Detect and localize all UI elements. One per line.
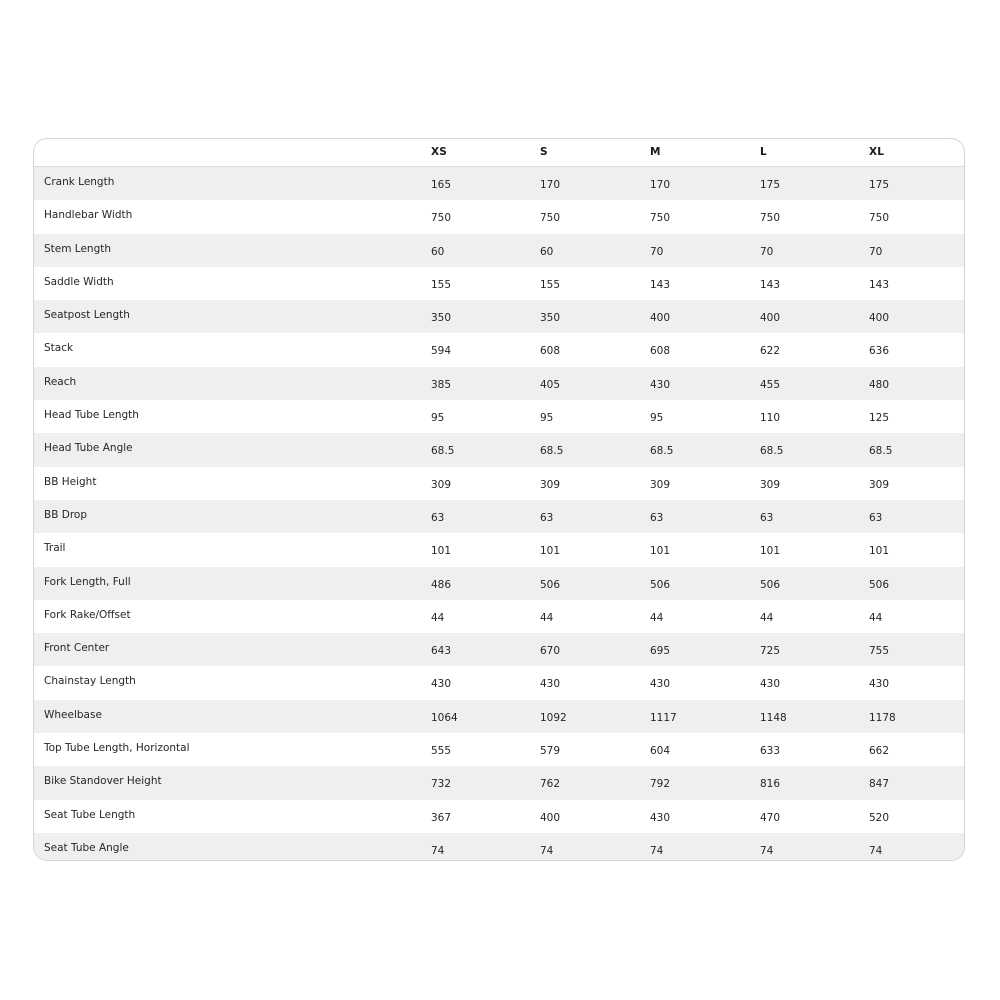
table-cell: 143 <box>760 278 781 291</box>
table-cell: 455 <box>760 378 781 391</box>
table-row <box>34 234 964 267</box>
table-cell: 430 <box>540 678 561 691</box>
table-cell: 400 <box>540 811 561 824</box>
table-cell: 385 <box>431 378 452 391</box>
table-cell: 63 <box>760 511 774 524</box>
table-cell: 480 <box>869 378 890 391</box>
table-cell: 750 <box>760 212 781 225</box>
table-cell: 555 <box>431 745 452 758</box>
table-cell: 63 <box>869 511 883 524</box>
table-cell: 400 <box>869 312 890 325</box>
table-cell: 101 <box>760 545 781 558</box>
table-cell: 725 <box>760 645 781 658</box>
row-label: Head Tube Angle <box>44 442 133 455</box>
table-cell: 74 <box>650 844 664 857</box>
table-body <box>34 167 964 861</box>
row-label: Handlebar Width <box>44 209 133 222</box>
table-row <box>34 200 964 233</box>
table-cell: 486 <box>431 578 452 591</box>
row-label: Fork Rake/Offset <box>44 608 131 621</box>
row-label: Front Center <box>44 642 110 655</box>
row-label: Seat Tube Length <box>44 808 136 821</box>
table-cell: 633 <box>760 745 781 758</box>
table-cell: 594 <box>431 345 452 358</box>
table-cell: 125 <box>869 412 890 425</box>
table-row <box>34 733 964 766</box>
table-cell: 1117 <box>650 711 677 724</box>
table-cell: 44 <box>869 611 883 624</box>
table-row <box>34 567 964 600</box>
table-row <box>34 333 964 366</box>
table-row <box>34 433 964 466</box>
table-row <box>34 666 964 699</box>
table-cell: 44 <box>540 611 554 624</box>
table-cell: 430 <box>760 678 781 691</box>
table-cell: 74 <box>760 844 774 857</box>
table-cell: 579 <box>540 745 561 758</box>
table-cell: 750 <box>869 212 890 225</box>
table-cell: 63 <box>650 511 664 524</box>
table-row <box>34 833 964 861</box>
table-row <box>34 267 964 300</box>
row-label: BB Height <box>44 475 97 488</box>
table-cell: 506 <box>540 578 561 591</box>
row-label: BB Drop <box>44 508 88 521</box>
table-cell: 405 <box>540 378 561 391</box>
table-cell: 95 <box>650 412 664 425</box>
table-cell: 68.5 <box>650 445 674 458</box>
table-row <box>34 300 964 333</box>
table-cell: 695 <box>650 645 671 658</box>
row-label: Trail <box>44 542 66 555</box>
table-cell: 170 <box>540 179 561 191</box>
table-cell: 622 <box>760 345 781 358</box>
table-cell: 470 <box>760 811 781 824</box>
table-cell: 44 <box>650 611 664 624</box>
table-cell: 68.5 <box>760 445 784 458</box>
table-cell: 750 <box>431 212 452 225</box>
table-cell: 662 <box>869 745 890 758</box>
table-cell: 68.5 <box>540 445 564 458</box>
table-cell: 430 <box>650 678 671 691</box>
table-cell: 101 <box>431 545 452 558</box>
table-cell: 175 <box>869 179 890 191</box>
table-cell: 608 <box>540 345 561 358</box>
table-cell: 847 <box>869 778 890 791</box>
table-cell: 430 <box>869 678 890 691</box>
table-cell: 101 <box>650 545 671 558</box>
table-cell: 604 <box>650 745 671 758</box>
table-cell: 143 <box>650 278 671 291</box>
table-cell: 636 <box>869 345 890 358</box>
table-cell: 792 <box>650 778 671 791</box>
table-row <box>34 500 964 533</box>
table-cell: 309 <box>431 478 452 491</box>
table-cell: 506 <box>650 578 671 591</box>
table-cell: 816 <box>760 778 781 791</box>
row-label: Seatpost Length <box>44 309 130 322</box>
table-cell: 68.5 <box>869 445 893 458</box>
table-cell: 750 <box>540 212 561 225</box>
table-cell: 1092 <box>540 711 567 724</box>
row-label: Chainstay Length <box>44 675 136 688</box>
table-cell: 74 <box>869 844 883 857</box>
row-label: Stack <box>44 342 74 355</box>
table-cell: 101 <box>869 545 890 558</box>
table-cell: 643 <box>431 645 452 658</box>
table-cell: 60 <box>540 245 554 258</box>
table-cell: 155 <box>431 278 452 291</box>
table-cell: 63 <box>540 511 554 524</box>
table-cell: 95 <box>431 412 445 425</box>
table-cell: 1064 <box>431 711 458 724</box>
table-row <box>34 533 964 566</box>
table-cell: 400 <box>650 312 671 325</box>
row-label: Top Tube Length, Horizontal <box>44 742 190 755</box>
table-cell: 350 <box>540 312 561 325</box>
table-cell: 506 <box>760 578 781 591</box>
table-cell: 143 <box>869 278 890 291</box>
table-cell: 70 <box>650 245 664 258</box>
geometry-table <box>33 138 965 861</box>
table-cell: 430 <box>650 811 671 824</box>
table-cell: 520 <box>869 811 890 824</box>
table-cell: 44 <box>760 611 774 624</box>
table-cell: 309 <box>760 478 781 491</box>
table-cell: 309 <box>540 478 561 491</box>
table-row <box>34 367 964 400</box>
table-row <box>34 633 964 666</box>
table-cell: 155 <box>540 278 561 291</box>
row-label: Stem Length <box>44 242 112 255</box>
column-header-m: M <box>650 146 661 158</box>
table-row <box>34 600 964 633</box>
table-cell: 750 <box>650 212 671 225</box>
table-cell: 1148 <box>760 711 787 724</box>
table-row <box>34 800 964 833</box>
table-header-row <box>34 139 964 167</box>
table-cell: 367 <box>431 811 452 824</box>
column-header-xs: XS <box>431 146 448 158</box>
table-cell: 170 <box>650 179 671 191</box>
column-header-s: S <box>540 146 548 158</box>
table-row <box>34 167 964 200</box>
table-cell: 350 <box>431 312 452 325</box>
table-cell: 755 <box>869 645 890 658</box>
table-cell: 70 <box>760 245 774 258</box>
table-cell: 430 <box>650 378 671 391</box>
table-cell: 175 <box>760 179 781 191</box>
row-label: Head Tube Length <box>44 409 139 422</box>
column-header-l: L <box>760 146 767 158</box>
row-label: Saddle Width <box>44 275 114 288</box>
table-cell: 101 <box>540 545 561 558</box>
table-cell: 506 <box>869 578 890 591</box>
table-row <box>34 467 964 500</box>
table-cell: 74 <box>540 844 554 857</box>
table-cell: 63 <box>431 511 445 524</box>
table-row <box>34 766 964 799</box>
table-cell: 309 <box>650 478 671 491</box>
row-label: Crank Length <box>44 176 115 188</box>
table-cell: 430 <box>431 678 452 691</box>
row-label: Fork Length, Full <box>44 575 131 588</box>
table-cell: 165 <box>431 179 452 191</box>
row-label: Seat Tube Angle <box>44 841 129 854</box>
row-label: Reach <box>44 375 77 388</box>
table-cell: 95 <box>540 412 554 425</box>
row-label: Bike Standover Height <box>44 775 162 788</box>
table-cell: 309 <box>869 478 890 491</box>
table-cell: 608 <box>650 345 671 358</box>
row-label: Wheelbase <box>44 708 102 721</box>
table-cell: 44 <box>431 611 445 624</box>
table-cell: 670 <box>540 645 561 658</box>
table-cell: 60 <box>431 245 445 258</box>
table-cell: 732 <box>431 778 452 791</box>
table-cell: 400 <box>760 312 781 325</box>
table-cell: 70 <box>869 245 883 258</box>
table-cell: 762 <box>540 778 561 791</box>
table-row <box>34 700 964 733</box>
table-cell: 68.5 <box>431 445 455 458</box>
column-header-xl: XL <box>869 146 885 158</box>
table-cell: 1178 <box>869 711 896 724</box>
table-row <box>34 400 964 433</box>
table-cell: 74 <box>431 844 445 857</box>
table-cell: 110 <box>760 412 781 425</box>
